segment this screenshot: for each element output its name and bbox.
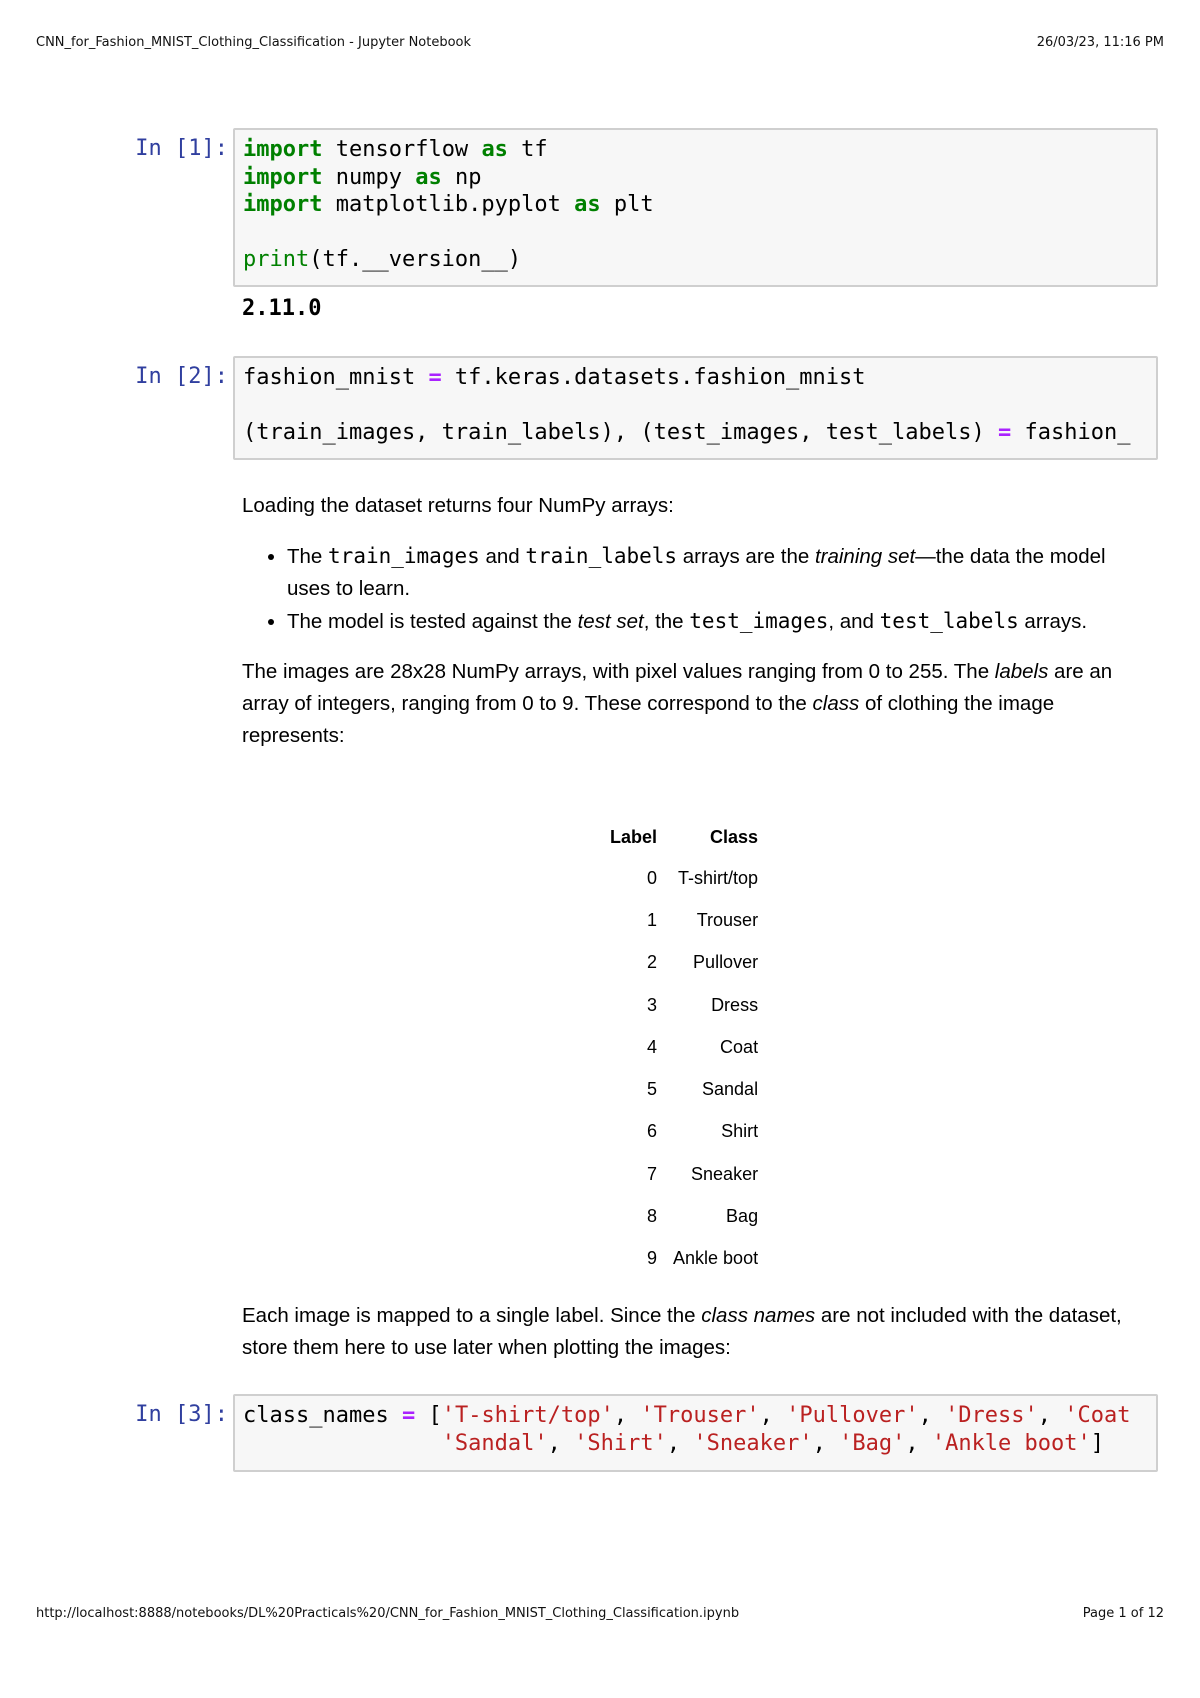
code-token: as bbox=[415, 164, 442, 190]
table-row bbox=[600, 1111, 764, 1153]
code-token: fashion_mnist bbox=[243, 365, 429, 390]
label-cell: 7 bbox=[647, 1163, 658, 1184]
code-token: 'Trouser' bbox=[640, 1403, 760, 1428]
code-token: = bbox=[401, 1403, 416, 1428]
code-token: class_names bbox=[243, 1403, 402, 1428]
code-token: , bbox=[759, 1403, 787, 1428]
markdown-paragraph: Each image is mapped to a single label. Since the class names are not included with the dataset, store them here to use later when plotting the images: bbox=[242, 1304, 1122, 1359]
table-row bbox=[600, 984, 764, 1026]
code-token: 'Coat bbox=[1064, 1403, 1131, 1428]
code-token: , bbox=[812, 1430, 840, 1456]
label-cell: 3 bbox=[647, 994, 658, 1015]
table-row bbox=[600, 942, 764, 984]
code-token: (train_images, train_labels), (test_images, test_labels) bbox=[243, 420, 998, 445]
page-url: http://localhost:8888/notebooks/DL%20Practicals%20/CNN_for_Fashion_MNIST_Clothing_Classification.ipynb bbox=[36, 1606, 740, 1621]
code-token: plt bbox=[600, 192, 654, 217]
code-token: , bbox=[1037, 1403, 1065, 1428]
code-token: 'Dress' bbox=[945, 1403, 1038, 1428]
code-token: 'Sneaker' bbox=[693, 1430, 813, 1456]
code-token: import bbox=[243, 164, 323, 190]
cell-output: 2.11.0 bbox=[242, 296, 322, 321]
table-row bbox=[600, 899, 764, 941]
label-cell: 0 bbox=[647, 867, 658, 888]
inline-code: test_images bbox=[689, 609, 829, 633]
code-token: tf bbox=[507, 137, 548, 162]
emphasis: labels bbox=[994, 660, 1049, 683]
code-token: print bbox=[243, 247, 310, 272]
label-class-table bbox=[600, 817, 764, 1280]
code-input[interactable] bbox=[233, 128, 1158, 287]
code-token: = bbox=[428, 365, 442, 390]
table-row bbox=[600, 1068, 764, 1110]
class-cell: Coat bbox=[720, 1036, 759, 1057]
class-cell: Pullover bbox=[693, 952, 759, 973]
inline-code: train_labels bbox=[525, 544, 678, 568]
code-token: , bbox=[905, 1430, 932, 1456]
class-cell: Sneaker bbox=[691, 1163, 759, 1184]
code-token: tensorflow bbox=[322, 137, 482, 162]
markdown-cell bbox=[242, 1300, 1142, 1364]
code-input[interactable] bbox=[233, 1394, 1158, 1472]
emphasis: test set bbox=[577, 610, 644, 633]
code-input[interactable] bbox=[233, 356, 1158, 460]
code-token: 'Ankle boot' bbox=[931, 1430, 1091, 1456]
table-row bbox=[600, 1195, 764, 1237]
code-token: ] bbox=[1090, 1430, 1105, 1456]
table-row bbox=[600, 1026, 764, 1068]
class-cell: Bag bbox=[726, 1206, 759, 1227]
code-token: = bbox=[997, 420, 1012, 445]
markdown-paragraph: Loading the dataset returns four NumPy arrays: bbox=[242, 494, 674, 517]
code-token: matplotlib.pyplot bbox=[322, 192, 575, 217]
code-token: fashion_ bbox=[1011, 420, 1131, 445]
label-cell: 2 bbox=[647, 952, 658, 973]
code-token: , bbox=[666, 1430, 694, 1456]
emphasis: class bbox=[812, 692, 860, 715]
class-cell: T-shirt/top bbox=[678, 867, 759, 888]
markdown-cell bbox=[242, 490, 1142, 752]
code-token bbox=[243, 1431, 442, 1456]
inline-code: train_images bbox=[328, 544, 480, 568]
label-cell: 5 bbox=[647, 1079, 658, 1100]
code-token: numpy bbox=[322, 164, 416, 190]
label-cell: 4 bbox=[647, 1036, 658, 1057]
table-header-row bbox=[600, 817, 764, 857]
bullet-list bbox=[242, 540, 1142, 638]
code-token: 'Shirt' bbox=[574, 1430, 667, 1456]
class-cell: Shirt bbox=[721, 1121, 759, 1142]
code-token: , bbox=[613, 1403, 641, 1428]
code-token: import bbox=[243, 192, 323, 217]
code-token: (tf.__version__) bbox=[309, 247, 522, 272]
code-source[interactable] bbox=[235, 130, 1156, 280]
code-token: 'Sandal' bbox=[441, 1430, 548, 1456]
label-cell: 8 bbox=[647, 1206, 658, 1227]
code-token: , bbox=[918, 1403, 946, 1428]
code-token: , bbox=[547, 1430, 575, 1456]
code-token: tf.keras.datasets.fashion_mnist bbox=[441, 365, 866, 390]
code-source[interactable] bbox=[235, 358, 1156, 453]
markdown-paragraph: The images are 28x28 NumPy arrays, with pixel values ranging from 0 to 255. The labels are an array of integers, ranging from 0 to 9. These correspond to the class of clothing the image represents: bbox=[242, 660, 1113, 747]
list-item: • The model is tested against the test set, the test_images, and test_labels arrays. bbox=[287, 605, 1142, 638]
cell-prompt: In [2]: bbox=[135, 364, 228, 389]
cell-prompt: In [1]: bbox=[135, 136, 228, 161]
column-header: Class bbox=[710, 826, 759, 847]
emphasis: training set bbox=[814, 545, 916, 568]
label-cell: 6 bbox=[647, 1121, 658, 1142]
code-token: [ bbox=[415, 1403, 442, 1428]
code-token: 'Pullover' bbox=[786, 1403, 919, 1428]
list-item: • The train_images and train_labels arrays are the training set—the data the model uses to learn. bbox=[287, 540, 1142, 605]
code-token: 'T-shirt/top' bbox=[441, 1403, 614, 1428]
code-token: as bbox=[481, 137, 508, 162]
label-cell: 1 bbox=[647, 909, 658, 930]
code-source[interactable] bbox=[235, 1396, 1156, 1463]
table-row bbox=[600, 857, 764, 899]
print-datetime: 26/03/23, 11:16 PM bbox=[1036, 35, 1164, 50]
table-row bbox=[600, 1238, 764, 1280]
cell-prompt: In [3]: bbox=[135, 1402, 228, 1427]
class-cell: Sandal bbox=[702, 1079, 759, 1100]
code-token: as bbox=[574, 192, 601, 217]
code-token: np bbox=[441, 164, 482, 190]
inline-code: test_labels bbox=[879, 609, 1019, 633]
document-title: CNN_for_Fashion_MNIST_Clothing_Classification - Jupyter Notebook bbox=[36, 35, 472, 50]
table-row bbox=[600, 1153, 764, 1195]
class-cell: Trouser bbox=[696, 909, 759, 930]
page-number: Page 1 of 12 bbox=[1082, 1606, 1164, 1621]
class-cell: Ankle boot bbox=[673, 1248, 759, 1269]
emphasis: class names bbox=[701, 1304, 816, 1327]
code-token: 'Bag' bbox=[839, 1430, 906, 1456]
column-header: Label bbox=[610, 826, 658, 847]
label-cell: 9 bbox=[647, 1248, 658, 1269]
code-token: import bbox=[243, 137, 323, 162]
class-cell: Dress bbox=[711, 994, 759, 1015]
